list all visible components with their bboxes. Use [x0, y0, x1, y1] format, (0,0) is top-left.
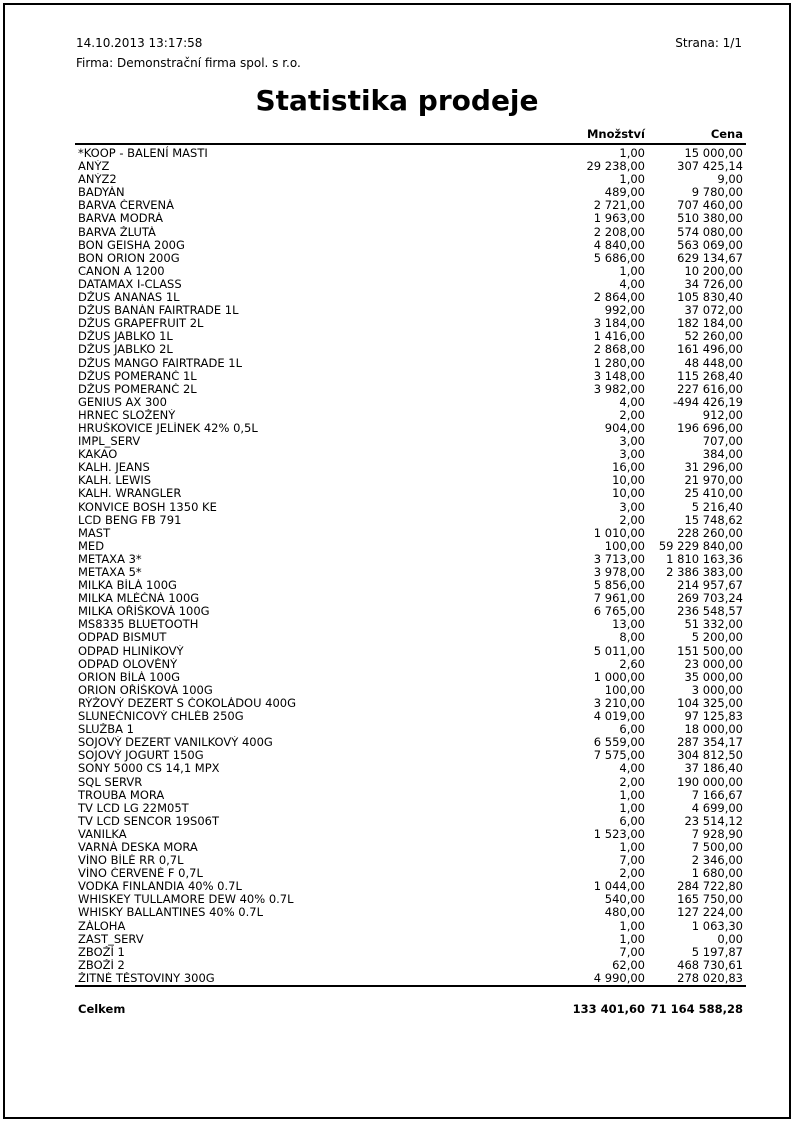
row-quantity: 489,00	[604, 186, 645, 200]
row-name: SONY 5000 CS 14,1 MPX	[78, 762, 220, 776]
row-name: DŽUS POMERANČ 2L	[78, 382, 197, 396]
row-name: ZÁLOHA	[78, 919, 126, 933]
report-datetime: 14.10.2013 13:17:58	[76, 36, 203, 50]
row-price: 304 812,50	[677, 749, 743, 763]
row-name: ZAST_SERV	[78, 932, 144, 946]
row-name: TV LCD SENCOR 19S06T	[78, 814, 219, 828]
row-quantity: 2 721,00	[593, 199, 645, 213]
table-row	[75, 605, 746, 618]
row-price: 629 134,67	[677, 251, 743, 265]
row-quantity: 4 840,00	[593, 238, 645, 252]
col-header-price: Cena	[648, 127, 746, 144]
row-price: 563 069,00	[677, 238, 743, 252]
row-name: DŽUS ANANAS 1L	[78, 291, 180, 305]
row-quantity: 3,00	[619, 448, 645, 462]
row-quantity: 2 864,00	[593, 291, 645, 305]
table-row	[75, 409, 746, 422]
row-name: SOJOVÝ DEZERT VANILKOVÝ 400G	[78, 736, 273, 750]
row-name: WHISKEY TULLAMORE DEW 40% 0.7L	[78, 893, 294, 907]
row-price: 115 268,40	[677, 369, 743, 383]
table-row	[75, 461, 746, 474]
row-price: 4 699,00	[691, 801, 743, 815]
row-name: BON GEISHA 200G	[78, 238, 185, 252]
row-quantity: 4 019,00	[593, 710, 645, 724]
row-name: TV LCD LG 22M05T	[78, 801, 189, 815]
row-price: 127 224,00	[677, 906, 743, 920]
row-quantity: 7 961,00	[593, 592, 645, 606]
row-quantity: 10,00	[612, 474, 645, 488]
row-name: SLUŽBA 1	[78, 723, 134, 737]
company-line: Firma: Demonstrační firma spol. s r.o.	[76, 56, 301, 70]
row-price: 7 166,67	[691, 788, 743, 802]
row-quantity: 540,00	[604, 893, 645, 907]
row-quantity: 4,00	[619, 762, 645, 776]
row-price: 97 125,83	[684, 710, 743, 724]
table-row	[75, 226, 746, 239]
row-quantity: 5 686,00	[593, 251, 645, 265]
row-quantity: 100,00	[604, 683, 645, 697]
total-row	[75, 986, 746, 1016]
table-row	[75, 645, 746, 658]
col-header-quantity: Množství	[515, 127, 648, 144]
table-row	[75, 592, 746, 605]
row-quantity: 7,00	[619, 854, 645, 868]
row-price: 1 810 163,36	[666, 552, 743, 566]
table-row	[75, 396, 746, 409]
row-name: CANON A 1200	[78, 264, 165, 278]
row-price: 2 386 383,00	[666, 566, 743, 579]
row-name: BON ORION 200G	[78, 251, 180, 265]
report-title: Statistika prodeje	[255, 84, 539, 117]
row-quantity: 3 713,00	[593, 552, 645, 566]
row-price: 9,00	[717, 173, 743, 187]
row-name: MS8335 BLUETOOTH	[78, 618, 199, 632]
row-quantity: 100,00	[604, 539, 645, 553]
row-price: 7 500,00	[691, 840, 743, 854]
row-quantity: 904,00	[604, 421, 645, 435]
row-quantity: 7 575,00	[593, 749, 645, 763]
row-quantity: 1 523,00	[593, 827, 645, 841]
row-quantity: 3 210,00	[593, 696, 645, 710]
row-price: 23 000,00	[684, 657, 743, 671]
row-price: 7 928,90	[691, 827, 743, 841]
row-price: 15 748,62	[684, 513, 743, 527]
row-name: DŽUS GRAPEFRUIT 2L	[78, 317, 204, 331]
total-quantity: 133 401,60	[572, 1002, 645, 1016]
row-name: METAXA 3*	[78, 552, 142, 566]
row-price: 227 616,00	[677, 382, 743, 396]
table-row	[75, 618, 746, 631]
table-row	[75, 317, 746, 330]
row-name: RÝŽOVÝ DEZERT S ČOKOLÁDOU 400G	[78, 696, 297, 710]
table-row	[75, 186, 746, 199]
row-price: 510 380,00	[677, 212, 743, 226]
table-row	[75, 422, 746, 435]
table-row	[75, 684, 746, 697]
row-price: 15 000,00	[684, 146, 743, 160]
table-row	[75, 144, 746, 160]
table-row	[75, 920, 746, 933]
row-name: SQL SERVR	[78, 775, 143, 789]
total-price: 71 164 588,28	[650, 1002, 743, 1016]
table-foot	[75, 986, 746, 1016]
row-name: ORION OŘÍŠKOVÁ 100G	[78, 683, 213, 697]
row-name: ANÝZ2	[78, 173, 117, 187]
row-name: KALH. WRANGLER	[78, 487, 182, 501]
table-row	[75, 343, 746, 356]
row-name: WHISKY BALLANTINES 40% 0.7L	[78, 906, 263, 920]
table-row	[75, 749, 746, 762]
row-price: 25 410,00	[684, 487, 743, 501]
row-name: MAST	[78, 526, 111, 540]
row-quantity: 1 044,00	[593, 880, 645, 894]
row-price: 21 970,00	[684, 474, 743, 488]
row-price: 5 200,00	[691, 631, 743, 645]
row-name: TROUBA MORA	[78, 788, 165, 802]
row-name: BARVA ŽLUTÁ	[78, 225, 156, 239]
table-row	[75, 435, 746, 448]
header-line1	[76, 36, 742, 50]
row-price: 37 186,40	[684, 762, 743, 776]
row-name: BARVA ČERVENÁ	[78, 199, 175, 213]
table-row	[75, 854, 746, 867]
row-name: ZBOŽÍ 2	[78, 958, 125, 972]
table-row	[75, 789, 746, 802]
row-quantity: 3 982,00	[593, 382, 645, 396]
row-quantity: 2,00	[619, 867, 645, 881]
row-price: 35 000,00	[684, 670, 743, 684]
table-row	[75, 893, 746, 906]
page-number: Strana: 1/1	[675, 36, 742, 50]
row-quantity: 1,00	[619, 788, 645, 802]
table-row	[75, 736, 746, 749]
row-quantity: 1 963,00	[593, 212, 645, 226]
row-price: 468 730,61	[677, 958, 743, 972]
table-row	[75, 527, 746, 540]
row-price: 1 063,30	[691, 919, 743, 933]
row-price: 23 514,12	[684, 814, 743, 828]
table-body	[75, 144, 746, 986]
row-price: 287 354,17	[677, 736, 743, 750]
row-price: 1 680,00	[691, 867, 743, 881]
row-name: BADYÁN	[78, 186, 125, 200]
table-row	[75, 631, 746, 644]
row-name: HRUŠKOVICE JELÍNEK 42% 0,5L	[78, 421, 258, 435]
row-quantity: 8,00	[619, 631, 645, 645]
row-price: 37 072,00	[684, 304, 743, 318]
table-row	[75, 252, 746, 265]
row-quantity: 480,00	[604, 906, 645, 920]
row-price: 0,00	[717, 932, 743, 946]
row-quantity: 2,60	[619, 657, 645, 671]
row-quantity: 3,00	[619, 435, 645, 449]
row-name: *KOOP - BALENÍ MASTI	[78, 146, 208, 160]
row-quantity: 1,00	[619, 801, 645, 815]
table-row	[75, 514, 746, 527]
row-quantity: 1,00	[619, 932, 645, 946]
table-row	[75, 658, 746, 671]
table-row	[75, 199, 746, 212]
table-row	[75, 212, 746, 225]
table-row	[75, 278, 746, 291]
table-row	[75, 579, 746, 592]
row-name: METAXA 5*	[78, 566, 142, 579]
table-row	[75, 710, 746, 723]
row-name: DŽUS JABLKO 1L	[78, 330, 173, 344]
row-quantity: 7,00	[619, 945, 645, 959]
row-name: KALH. LEWIS	[78, 474, 152, 488]
row-price: 912,00	[702, 408, 743, 422]
table-wrap	[5, 117, 789, 1016]
row-name: KONVICE BOSH 1350 KE	[78, 500, 217, 514]
table-row	[75, 946, 746, 959]
row-quantity: 5 856,00	[593, 579, 645, 593]
row-quantity: 5 011,00	[593, 644, 645, 658]
row-name: GENIUS AX 300	[78, 395, 167, 409]
row-name: DATAMAX I-CLASS	[78, 277, 182, 291]
table-row	[75, 553, 746, 566]
row-name: ANÝZ	[78, 160, 110, 174]
row-name: DŽUS POMERANČ 1L	[78, 369, 197, 383]
row-quantity: 6,00	[619, 814, 645, 828]
row-name: SOJOVÝ JOGURT 150G	[78, 749, 204, 763]
table-row	[75, 291, 746, 304]
table-head	[75, 127, 746, 144]
row-price: 18 000,00	[684, 723, 743, 737]
row-name: MED	[78, 539, 105, 553]
table-row	[75, 776, 746, 789]
row-quantity: 6,00	[619, 723, 645, 737]
row-quantity: 3 148,00	[593, 369, 645, 383]
row-name: LCD BENG FB 791	[78, 513, 182, 527]
table-row	[75, 815, 746, 828]
table-row	[75, 357, 746, 370]
row-price: 707 460,00	[677, 199, 743, 213]
row-price: 707,00	[702, 435, 743, 449]
row-quantity: 3 978,00	[593, 566, 645, 579]
row-name: MILKA MLÉČNÁ 100G	[78, 592, 200, 606]
row-quantity: 4 990,00	[515, 972, 648, 986]
row-name: ŽITNÉ TĚSTOVINY 300G	[75, 972, 515, 986]
table-row	[75, 566, 746, 579]
row-quantity: 2 868,00	[593, 343, 645, 357]
row-price: -494 426,19	[673, 395, 743, 409]
row-price: 3 000,00	[691, 683, 743, 697]
table-row	[75, 370, 746, 383]
table-row	[75, 828, 746, 841]
row-quantity: 2 208,00	[593, 225, 645, 239]
row-quantity: 2,00	[619, 408, 645, 422]
row-price: 10 200,00	[684, 264, 743, 278]
row-name: SLUNEČNICOVÝ CHLÉB 250G	[78, 710, 244, 724]
row-quantity: 4,00	[619, 395, 645, 409]
table-row	[75, 867, 746, 880]
row-price: 2 346,00	[691, 854, 743, 868]
row-quantity: 62,00	[612, 958, 645, 972]
row-price: 307 425,14	[677, 160, 743, 174]
table-row	[75, 304, 746, 317]
table-row	[75, 265, 746, 278]
row-price: 269 703,24	[677, 592, 743, 606]
row-name: HRNEC SLOŽENÝ	[78, 408, 176, 422]
row-quantity: 13,00	[612, 618, 645, 632]
row-price: 236 548,57	[677, 605, 743, 619]
row-quantity: 1 010,00	[593, 526, 645, 540]
row-name: ODPAD HLINÍKOVÝ	[78, 644, 184, 658]
row-quantity: 1,00	[619, 919, 645, 933]
row-name: DŽUS BANÁN FAIRTRADE 1L	[78, 304, 239, 318]
row-quantity: 1,00	[619, 840, 645, 854]
row-price: 161 496,00	[677, 343, 743, 357]
row-price: 384,00	[702, 448, 743, 462]
total-label: Celkem	[78, 1002, 126, 1016]
table-row	[75, 448, 746, 461]
table-row	[75, 173, 746, 186]
row-quantity: 1,00	[619, 146, 645, 160]
row-price: 574 080,00	[677, 225, 743, 239]
table-row	[75, 160, 746, 173]
table-row	[75, 723, 746, 736]
row-name: IMPL_SERV	[78, 435, 141, 449]
table-row	[75, 972, 746, 986]
row-quantity: 16,00	[612, 461, 645, 475]
row-quantity: 6 765,00	[593, 605, 645, 619]
row-price: 278 020,83	[648, 972, 746, 986]
table-row	[75, 671, 746, 684]
row-price: 284 722,80	[677, 880, 743, 894]
row-name: VÍNO ČERVENÉ F 0,7L	[78, 867, 203, 881]
header-row	[75, 127, 746, 144]
row-quantity: 29 238,00	[586, 160, 645, 174]
table-row	[75, 841, 746, 854]
table-row	[75, 880, 746, 893]
row-price: 34 726,00	[684, 277, 743, 291]
row-name: ZBOŽÍ 1	[78, 945, 125, 959]
page-header	[5, 5, 789, 70]
table-row	[75, 959, 746, 972]
row-name: BARVA MODRÁ	[78, 212, 163, 226]
row-price: 182 184,00	[677, 317, 743, 331]
row-quantity: 1 416,00	[593, 330, 645, 344]
row-quantity: 1 000,00	[593, 670, 645, 684]
row-price: 5 197,87	[691, 945, 743, 959]
row-quantity: 2,00	[619, 775, 645, 789]
row-price: 165 750,00	[677, 893, 743, 907]
row-quantity: 992,00	[604, 304, 645, 318]
row-price: 9 780,00	[691, 186, 743, 200]
row-price: 228 260,00	[677, 526, 743, 540]
row-price: 59 229 840,00	[658, 539, 743, 553]
row-name: ORION BÍLÁ 100G	[78, 670, 181, 684]
table-row	[75, 474, 746, 487]
row-price: 31 296,00	[684, 461, 743, 475]
row-price: 52 260,00	[684, 330, 743, 344]
row-price: 48 448,00	[684, 356, 743, 370]
row-name: VANILKA	[78, 827, 127, 841]
table-row	[75, 501, 746, 514]
row-name: DŽUS JABLKO 2L	[78, 343, 173, 357]
table-row	[75, 762, 746, 775]
report-page	[3, 3, 791, 1119]
table-row	[75, 906, 746, 919]
row-name: ODPAD OLOVĚNÝ	[78, 657, 178, 671]
table-row	[75, 802, 746, 815]
sales-table	[75, 127, 746, 1016]
row-name: KALH. JEANS	[78, 461, 150, 475]
table-row	[75, 239, 746, 252]
table-row	[75, 933, 746, 946]
table-row	[75, 330, 746, 343]
row-price: 104 325,00	[677, 696, 743, 710]
row-quantity: 1,00	[619, 173, 645, 187]
row-name: VODKA FINLANDIA 40% 0.7L	[78, 880, 242, 894]
row-price: 214 957,67	[677, 579, 743, 593]
row-quantity: 10,00	[612, 487, 645, 501]
row-quantity: 6 559,00	[593, 736, 645, 750]
row-price: 5 216,40	[691, 500, 743, 514]
table-row	[75, 487, 746, 500]
row-price: 190 000,00	[677, 775, 743, 789]
row-name: KAKAO	[78, 448, 118, 462]
row-name: VÍNO BÍLÉ RR 0,7L	[78, 854, 184, 868]
row-quantity: 1,00	[619, 264, 645, 278]
row-quantity: 4,00	[619, 277, 645, 291]
row-price: 151 500,00	[677, 644, 743, 658]
table-row	[75, 383, 746, 396]
table-row	[75, 697, 746, 710]
row-quantity: 2,00	[619, 513, 645, 527]
row-quantity: 3 184,00	[593, 317, 645, 331]
row-name: DŽUS MANGO FAIRTRADE 1L	[78, 356, 243, 370]
col-header-name	[75, 127, 515, 144]
row-price: 196 696,00	[677, 421, 743, 435]
row-price: 105 830,40	[677, 291, 743, 305]
table-row	[75, 540, 746, 553]
row-name: MILKA OŘÍŠKOVÁ 100G	[78, 605, 210, 619]
row-price: 51 332,00	[684, 618, 743, 632]
row-name: MILKA BÍLÁ 100G	[78, 579, 177, 593]
row-name: ODPAD BISMUT	[78, 631, 167, 645]
row-name: VARNÁ DESKA MORA	[78, 840, 198, 854]
row-quantity: 3,00	[619, 500, 645, 514]
row-quantity: 1 280,00	[593, 356, 645, 370]
